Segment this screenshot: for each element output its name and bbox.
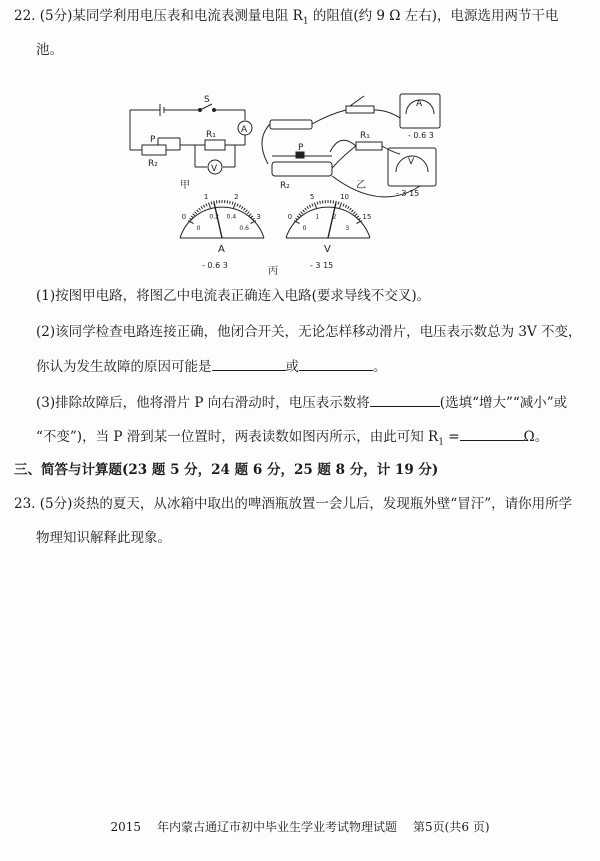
voltmeter-schematic-symbol: V	[211, 164, 218, 174]
answer-blank-3a[interactable]	[370, 392, 440, 407]
footer-year: 2015	[110, 820, 142, 834]
ammeter-tick	[234, 203, 236, 209]
voltmeter-tick	[309, 205, 311, 208]
ammeter-tick	[199, 208, 201, 210]
ammeter-scale-bottom-0: 0	[196, 225, 201, 233]
ammeter-tick	[227, 200, 228, 203]
ammeter-dial-symbol: A	[218, 244, 225, 255]
ammeter-scale-top-1: 1	[203, 192, 209, 201]
r1-device	[356, 142, 382, 150]
voltmeter-tick	[317, 202, 318, 205]
r1-label: R₁	[206, 130, 216, 140]
ammeter-tick	[249, 214, 251, 216]
q22-part2-line2: 你认为发生故障的原因可能是 或 。	[36, 356, 586, 377]
voltmeter-tick	[347, 206, 349, 209]
voltmeter-tick	[340, 203, 342, 209]
ammeter-device-terminals: - 0.6 3	[408, 131, 434, 140]
voltmeter-tick	[299, 214, 301, 216]
page-footer	[0, 818, 600, 835]
voltmeter-tick	[343, 204, 344, 207]
ammeter-scale-bottom-1: 0.2	[209, 213, 219, 221]
r2-schematic	[142, 145, 166, 155]
battery-holder	[270, 120, 312, 129]
voltmeter-scale-top-0: 0	[287, 212, 293, 221]
ammeter-tick	[244, 208, 246, 210]
ammeter-tick	[237, 204, 238, 207]
voltmeter-scale-top-1: 5	[309, 192, 315, 201]
ammeter-tick	[251, 216, 254, 218]
ammeter-tick	[247, 212, 249, 214]
q23-line2: 物理知识解释此现象。	[36, 530, 171, 546]
ammeter-tick	[230, 201, 231, 204]
ammeter-tick	[208, 203, 210, 209]
q22-part3-line2: “不变”)，当 P 滑到某一位置时，两表读数如图丙所示，由此可知 $R_1 = \Omega$。	[36, 426, 586, 453]
q22-part1: (1)按图甲电路，将图乙中电流表正确连入电路(要求导线不交叉)。	[36, 288, 431, 304]
ammeter-tick	[203, 205, 205, 208]
voltmeter-tick	[312, 204, 313, 207]
voltmeter-tick	[305, 208, 307, 210]
ammeter-tick	[206, 204, 207, 207]
r2-label-yi: R₂	[280, 181, 290, 191]
footer-title: 年内蒙古通辽市初中毕业生学业考试物理试题	[157, 820, 398, 834]
slider-label-yi: P	[298, 143, 304, 153]
r2-label: R₂	[148, 159, 158, 169]
voltmeter-tick	[338, 202, 339, 205]
voltmeter-scale-top-3: 15	[362, 212, 372, 221]
ammeter-tick	[195, 212, 197, 214]
voltmeter-tick	[322, 200, 323, 203]
answer-blank-2b[interactable]	[299, 356, 373, 371]
voltmeter-tick	[351, 210, 353, 212]
q23-line1: 23. (5分)炎热的夏天，从冰箱中取出的啤酒瓶放置一会儿后，发现瓶外壁“冒汗”，请你用所学	[14, 496, 573, 512]
ammeter-tick	[201, 206, 203, 209]
voltmeter-tick	[336, 201, 337, 204]
ammeter-scale-bottom-3: 0.6	[239, 225, 249, 233]
voltmeter-tick	[345, 205, 347, 208]
ammeter-tick	[193, 214, 195, 216]
circuit-figure	[120, 92, 450, 278]
ammeter-tick	[214, 201, 215, 204]
ammeter-tick	[211, 202, 212, 205]
ammeter-tick	[232, 202, 233, 205]
voltmeter-tick	[333, 200, 334, 203]
answer-blank-3b[interactable]	[460, 426, 524, 441]
switch-device	[346, 106, 374, 113]
ammeter-device-symbol: A	[416, 99, 423, 109]
voltmeter-device-terminals: - 3 15	[396, 189, 420, 198]
voltmeter-scale-bottom-0: 0	[302, 225, 307, 233]
voltmeter-tick	[303, 210, 305, 212]
voltmeter-scale-bottom-2: 2	[332, 213, 337, 221]
voltmeter-tick	[353, 212, 355, 214]
q22-intro-cont: 池。	[36, 42, 63, 58]
caption-yi: 乙	[356, 180, 366, 191]
ammeter-tick	[241, 206, 243, 209]
ammeter-dial-terminals: - 0.6 3	[202, 261, 228, 270]
voltmeter-tick	[301, 212, 303, 214]
voltmeter-tick	[320, 201, 321, 204]
ammeter-tick	[216, 200, 217, 203]
ammeter-scale-top-2: 2	[234, 192, 239, 201]
footer-page: 第5页(共6 页)	[413, 820, 490, 834]
r1-label-yi: R₁	[360, 131, 370, 141]
ammeter-tick	[239, 205, 241, 208]
switch-label: S	[204, 95, 210, 105]
voltmeter-scale-bottom-1: 1	[315, 213, 320, 221]
ammeter-scale-bottom-2: 0.4	[226, 213, 237, 221]
voltmeter-scale-top-2: 10	[340, 192, 350, 201]
q22-intro: 22. (5分)某同学利用电压表和电流表测量电阻 $R_1$ 的阻值(约 9 Ω 左右)，电源选用两节干电	[14, 8, 559, 27]
rheostat-device	[272, 162, 332, 176]
q22-part3-line1: (3)排除故障后，他将滑片 P 向右滑动时，电压表示数将 (选填“增大”“减小”或	[36, 392, 586, 413]
ammeter-tick	[191, 216, 194, 218]
ammeter-scale-top-0: 0	[181, 212, 187, 221]
voltmeter-dial-terminals: - 3 15	[310, 261, 334, 270]
voltmeter-device	[388, 148, 436, 186]
ammeter-tick	[197, 210, 199, 212]
ammeter-schematic-symbol: A	[241, 125, 248, 135]
voltmeter-tick	[357, 216, 360, 218]
r1-schematic	[205, 140, 225, 150]
answer-blank-2a[interactable]	[212, 356, 286, 371]
voltmeter-tick	[307, 206, 309, 209]
voltmeter-tick	[297, 216, 300, 218]
voltmeter-device-symbol: V	[408, 157, 415, 167]
q22-part2-line1: (2)该同学检查电路连接正确，他闭合开关，无论怎样移动滑片，电压表示数总为 3V 不变，	[36, 324, 582, 340]
voltmeter-tick	[350, 208, 352, 210]
caption-bing: 丙	[268, 266, 278, 277]
caption-jia: 甲	[180, 180, 190, 191]
section3-heading: 三、简答与计算题(23 题 5 分，24 题 6 分，25 题 8 分，计 19 分)	[14, 462, 439, 478]
ammeter-tick	[245, 210, 247, 212]
slider-label: P	[150, 135, 156, 145]
voltmeter-dial-symbol: V	[324, 244, 331, 255]
voltmeter-scale-bottom-3: 3	[345, 225, 350, 233]
voltmeter-tick	[314, 203, 316, 209]
ammeter-scale-top-3: 3	[256, 212, 261, 221]
voltmeter-tick	[355, 214, 357, 216]
